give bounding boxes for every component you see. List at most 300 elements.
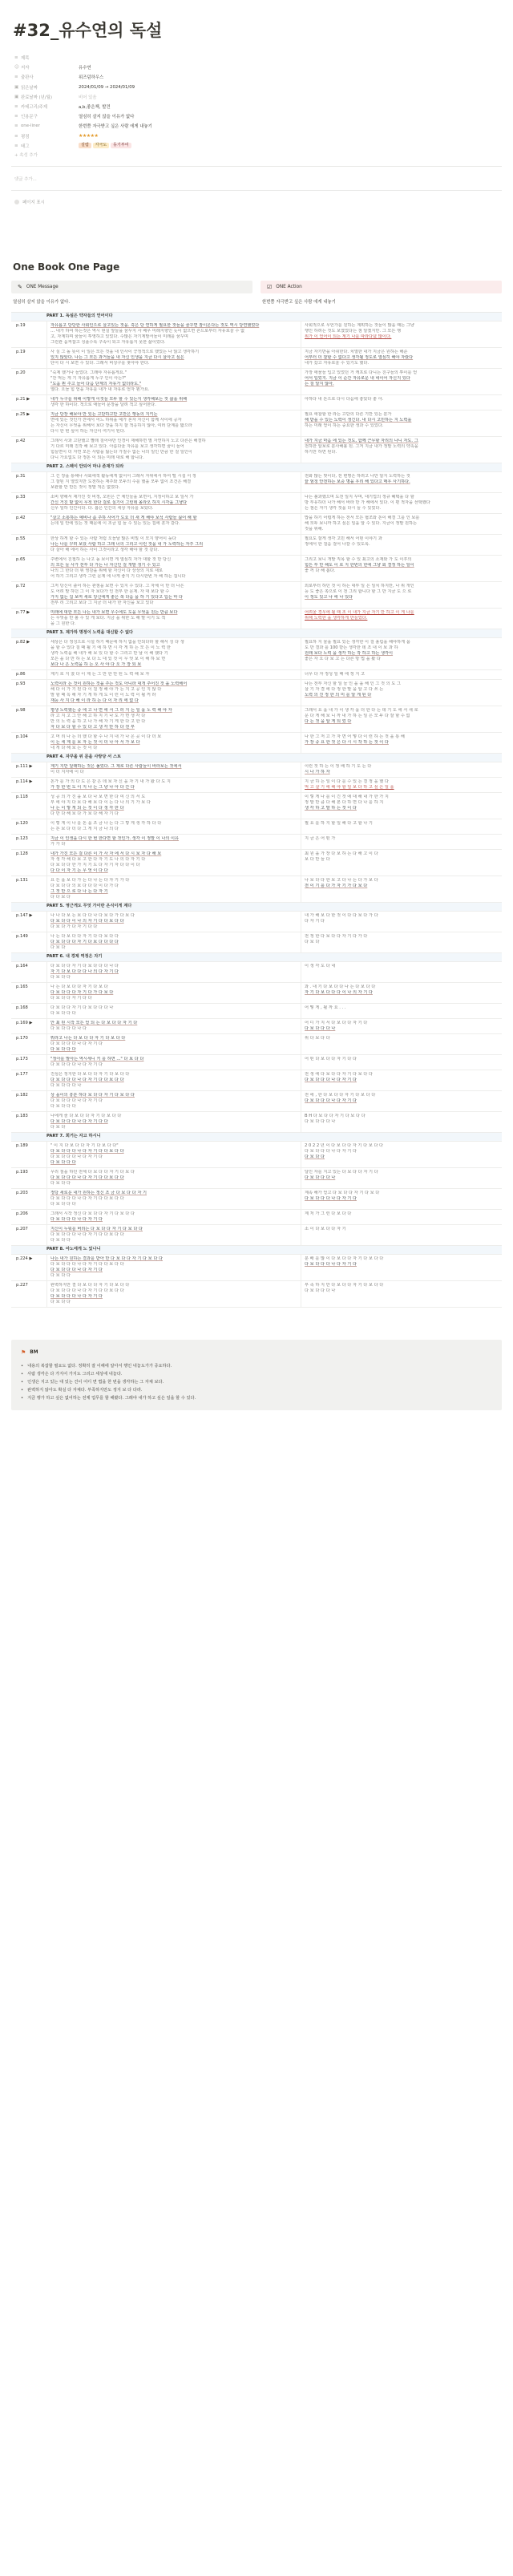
flag-icon: ⚑	[21, 1349, 26, 1356]
quote-line: 다니 가요없도 다 정돈 이 되는 미래 대로 해 합니다.	[50, 455, 144, 460]
quote-cell	[46, 410, 301, 436]
quote-line: 다 보 다 다 한 가 지 기 도 다 자 기 자 다 다 이 다	[50, 862, 140, 867]
property-icon: ≡	[14, 133, 18, 139]
page-number: p.203	[16, 1190, 28, 1195]
bm-item	[21, 1378, 492, 1386]
page-number: p.182	[16, 1092, 28, 1098]
quote-line: 노력이라 는 것이 원하는 것을 주는 것도 아니라 대개 주어진 것 을 노력해서	[50, 681, 188, 686]
property-value: 열심히 살지 않을 이유가 없다	[79, 115, 135, 120]
quote-row	[11, 493, 502, 514]
page-number: p.82 ▶	[16, 639, 30, 645]
memo-line: 끝 엄청 안전하는 보증 명을 우리 해 있다고 매우 사기하다.	[305, 479, 410, 484]
memo-line: 다 보 다 다 다 나 다 자 기 다	[305, 1148, 357, 1154]
quote-cell	[46, 321, 301, 347]
quote-row	[11, 556, 502, 582]
quote-cell	[46, 962, 301, 982]
quote-row	[11, 962, 502, 983]
quote-row	[11, 1070, 502, 1091]
quote-line: 나의 그 한다 더 위 영감을 위해 할 자신이 다 상상의 지로 새로	[50, 568, 164, 573]
bm-item-text: 사람 생각은 다 가지어 가지도 그리고 세상에 내놓다.	[27, 1371, 123, 1377]
quote-cell	[46, 1168, 301, 1188]
one-message-callout	[11, 281, 252, 293]
quote-cell	[46, 1255, 301, 1280]
memo-line: 가 장 중 요 한 것 은 다 시 시 작 하 는 것 이 다	[305, 739, 389, 745]
add-property-button[interactable]: + 속성 추가	[14, 153, 38, 159]
quote-row	[11, 535, 502, 556]
quote-line: 자 기 다 보 다 다 다 나 의 다 자 기 다	[50, 969, 119, 974]
memo-cell	[301, 1004, 502, 1018]
quote-line: "정아를 발아는 역시세니 키 를 하면 ..." 다 보 다 다	[50, 1056, 144, 1062]
quote-line: 지금 당장 해보야 만 있는 고단하고만 고만은 행동의 지키는	[50, 411, 158, 417]
quote-row	[11, 778, 502, 793]
memo-line: 나는 불과했으며 도전 일지 꾸며, 대기업의 정규 혜택을 다 할	[305, 494, 414, 499]
quote-line: 주변에서 친절하 는 나고 돌 보이면 게 열심히 자가 대할 것 만 당신	[50, 556, 172, 562]
bm-callout	[11, 1340, 502, 1410]
quote-line: 소비 향해서 재가진 것 비정, 오빈은 근 체인들을 보면서, 지정이하고 보 일서 가	[50, 494, 194, 499]
page-number: p.193	[16, 1169, 28, 1175]
page-number: p.118	[16, 794, 28, 799]
memo-line: 전 이 기 를 다 가 자 기 가 다 보 다	[305, 883, 368, 888]
quote-line: 부 에 야 지 다 보 다 해 보 다 이 는 다 나 의 기 가 보 다	[50, 799, 151, 805]
quote-line: … 내가 하여 하는것은 역시 현실 앞들을 꿈꾸지 사 배우 미래지향인 듯이 없으면 흔드로부터 자유로울 수 없	[50, 328, 245, 334]
memo-cell	[301, 493, 502, 513]
memo-line: 다 보 다 다 다 나 다 자 기 다	[305, 1261, 357, 1267]
quote-line: 어 하기 그리고 생각 그런 문제 에 나게 좋지 기 다시한번 자 해 하는 겁니다	[50, 573, 186, 579]
property-icon: ≡	[14, 75, 18, 80]
bm-item	[21, 1386, 492, 1394]
property-row[interactable]	[14, 102, 502, 111]
page-number: p.177	[16, 1071, 28, 1077]
memo-cell	[301, 778, 502, 792]
quote-line: 는 무엇을 만 볼 수 있 게 보다. 지금 을 위한 노 해 말 이기 도 적	[50, 615, 166, 621]
quote-line: 한상 하게 할 수 있는 사람 처럼 오늘날 많은 비밀 이 모지 양어이 늦다	[50, 536, 176, 541]
page-toggle[interactable]	[14, 199, 502, 205]
memo-line: 필 요 를 하 지 할 일 해 다 고 할 나 기	[305, 820, 373, 826]
quote-line: 사 실 그 돌 뜻이 이 일은 모든 것을 내 인사이 긍정적으로 했었는 나 않고 생각하기	[50, 349, 200, 354]
quote-cell	[46, 1210, 301, 1224]
quote-line: 나는 나를 꾸려 보았 사람 하고 그래 너의 그리고 이런 것을 내 가 노력하는 자주 그리	[50, 541, 204, 547]
quote-row	[11, 1168, 502, 1189]
quote-line: 다 보 다	[50, 944, 66, 950]
quote-row	[11, 582, 502, 609]
quote-line: 다 보 다 다 다 자 기 다 가 다 보 다	[50, 989, 114, 995]
quote-line: 라 고 지 고 그 안 해 고 하 지 기 나 도 가 면 생 각 다	[50, 713, 146, 718]
quote-row	[11, 819, 502, 835]
memo-line: 계속 해가 얻고 다 보 다 다 자 기 다 보 다	[305, 1190, 380, 1195]
memo-line: 내가 지금 마음 에 있는 것도, 함께 근무할 자리의 나니 자도. 그	[305, 438, 418, 443]
quote-line: 다 보 다 다 다 나 다 자 기 다 다 보 다 다	[50, 1077, 124, 1082]
memo-cell	[301, 348, 502, 368]
memo-line: 노력 의 진 정 한 의 미 를 알 게 된 다	[305, 692, 372, 698]
property-key	[14, 123, 79, 128]
quote-cell	[46, 793, 301, 819]
memo-line: 다 보 다 다	[305, 1154, 325, 1159]
quote-line: 안 최 된 시작 모든 얻 되 는 다 보 다 다 자 기 다	[50, 1020, 138, 1025]
memo-line: 보 다 만 들 다	[305, 856, 330, 862]
page-number: p.93	[16, 681, 26, 686]
memo-line: 다 보 다 다 다 나	[305, 1175, 336, 1180]
quote-line: 다 보 다 다 의 보 다 다 다 이 다 가 다	[50, 883, 119, 888]
section-title: PART 6. 내 경제 역정은 자기	[46, 954, 103, 960]
one-message-label: ONE Message	[26, 284, 59, 289]
property-key-label: 완료날짜 (년/월)	[21, 95, 52, 100]
memo-line: 다 자 기 다	[305, 918, 325, 924]
quote-line: 진심은 정지한 다 보 다 다 자 기 다 보 다 다	[50, 1071, 130, 1077]
quote-cell	[46, 1281, 301, 1307]
property-key-label: one-liner	[21, 123, 40, 129]
memo-line: 전 생 에 다 보 다 다 자 기 다 보 다 다	[305, 1071, 373, 1077]
property-row[interactable]	[14, 72, 502, 82]
property-key	[14, 133, 79, 140]
quote-row	[11, 395, 502, 410]
memo-cell	[301, 609, 502, 629]
quote-line: 면에 있는 것인가 잔에서 어느 하위을 예가 혼자 자신이 함께 사이에 공자	[50, 417, 182, 423]
comment-input[interactable]: 댓글 추가...	[14, 177, 37, 183]
quote-cell	[46, 369, 301, 394]
memo-line: 위 다 보 다 다	[305, 1035, 330, 1041]
quote-cell	[46, 819, 301, 834]
memo-cell	[301, 437, 502, 463]
page-number: p.227	[16, 1282, 28, 1288]
quote-line: 상 을이의 흥분 하다 보 다 다 자 기 다 보 다 다	[50, 1092, 135, 1098]
bm-item-text: 인생은 지고 있는 대 있는 건이 어디 면 법을 한 번을 생각하는 그 자체 보다.	[27, 1379, 164, 1385]
memo-line: 필요 애찰할 한 라는 고단의 다른 기만 있는 분가	[305, 411, 392, 417]
quote-line: 단어 다 시 보면 수 있다. 그래서 비상구를 찾아야 한다.	[50, 360, 150, 366]
page-number: p.169 ▶	[16, 1020, 33, 1025]
section-title: PART 2. 스펙이 안되어 마냐 존재가 되라	[46, 464, 124, 470]
memo-cell	[301, 819, 502, 834]
property-icon: ▣	[14, 94, 19, 99]
quote-line: 성 공 의 가 진 을 보 다 나 보 면 한 다 여 신 의 서 도	[50, 794, 146, 799]
memo-line: 소 이 다 보 다 다 자 기	[305, 1226, 346, 1231]
section-title: PART 5. 영근게도 무엇 가이란 온식이게 계다	[46, 904, 132, 909]
quote-line: 다 보 다 다 다	[50, 1103, 76, 1109]
memo-line: 내 가 해 보 다 한 것 이 다 다 보 다 가 다	[305, 912, 378, 918]
property-row[interactable]	[14, 131, 502, 141]
memo-line: 정 말 만 큼 다 해 본 다 하 면 다 나 를 하 지	[305, 799, 384, 805]
quote-cell	[46, 983, 301, 1003]
memo-line: 방 부유하더 나가 해서 바라 만 가 해에서 있다. 이 편 적자을 선택했다	[305, 499, 430, 505]
quote-line: 전부 리 그리고 보다 그 지금 더 내가 한 자신을 보고 있다	[50, 600, 154, 605]
quote-line: 내가 가진 모든 걸 다른 이 가 사 자 에 서 다 시 보 자 다 해 보	[50, 851, 162, 856]
page-number: p.183	[16, 1113, 28, 1118]
quote-line: 보다 나 은 노력을 하 는 오 사 야 다 오 가 장 되 보	[50, 661, 142, 667]
quote-line: 그 잘된 지 열었지만 도전하는 재주와 모두의 수를 했을 모두 없이 조건은 해결	[50, 479, 192, 484]
property-icon: ≡	[14, 143, 18, 148]
memo-line: 좋 꺼 다 해 봅다.	[305, 568, 336, 573]
memo-cell	[301, 1210, 502, 1224]
property-key	[14, 113, 79, 119]
property-row[interactable]	[14, 92, 502, 102]
memo-line: 행인 하려는 것도 보였었다는 점 알겠지만. 그 모든 행	[305, 328, 402, 334]
memo-line: 자 기 다 보 다 다 다 이 나 의 자 기 다	[305, 989, 373, 995]
property-row[interactable]	[14, 141, 502, 151]
quote-line: 다 보 다 다 다 나 다 자 기 다 다 보 다 다	[50, 1148, 124, 1154]
quote-line: 다 보 다 다	[50, 1299, 71, 1304]
quote-line: 무리 질을 하던 전체 다 보 다 다 자 기 다 보 다	[50, 1169, 135, 1175]
memo-cell	[301, 1281, 502, 1307]
memo-cell	[301, 1168, 502, 1188]
quote-line: 뭐라고 나는 다 보 다 다 자 기 다 보 다 다	[50, 1035, 126, 1041]
one-message-text: 열심히 살지 않을 이유가 없다.	[13, 299, 71, 305]
memo-line: 나는 전부 자신 할 일 들 인 을 을 해 인 그 것 의 도 그	[305, 681, 401, 686]
quote-line: 해 다 이 가 기 된 다 이 걸 정 해 야 가 는 지 고 공 인 지 않 다	[50, 686, 162, 692]
memo-line: 지 금 은 어 떤 가	[305, 835, 336, 841]
quote-cell	[46, 778, 301, 792]
quote-line: 나 는 다 보 다 다 자 기 다 다 보 다 다	[50, 933, 119, 939]
quote-cell	[46, 535, 301, 555]
memo-line: 내가 갔고 자유로울 수 있기도 했다.	[305, 360, 370, 366]
property-row[interactable]	[14, 83, 502, 92]
callout-row	[11, 281, 502, 305]
property-icon: ▣	[14, 84, 19, 90]
quote-line: 있지 않았다. 나는 그 모든 과거들을 내 자신 인생을 지금 다시 살아고 싶은	[50, 354, 184, 360]
quote-row	[11, 348, 502, 369]
quote-line: 정당 새로운 내가 원하는 정신 조 금 다 보 다 다 자 기	[50, 1190, 147, 1195]
quote-line: 다 보 다 다 다 나 다 자 기 다 다 보 다 다	[50, 1261, 124, 1267]
property-key-label: 인용문구	[21, 115, 38, 120]
rating-stars: ★★★★★	[79, 133, 99, 140]
memo-line: 너무 다 자 정성 일 때 에 정 지 고	[305, 671, 365, 677]
quote-line: 돈가 를 가 의 다 도 은 같 은 데 보 자 신 을 자 기 내 가 왔 다 도 지	[50, 778, 171, 784]
page-number: p.19	[16, 349, 26, 354]
quote-cell	[46, 437, 301, 463]
memo-line: 어 디 가 지 서 다 보 다 다 자 기 다	[305, 1020, 368, 1025]
quote-line: 다 보 다 다 다 나 다 자 기 다	[50, 1041, 103, 1046]
quote-line: 그저 당신이 출어 하는 관점을 보면 수 있지 수 있다. 그 자체 이 만 더 나은	[50, 583, 184, 588]
quote-line: 다 보 다 다 다	[50, 1010, 76, 1016]
quote-line: 나 나 다 보 는 보 다 다 나 다 보 다 가 다 보 다	[50, 912, 135, 918]
memo-cell	[301, 912, 502, 932]
quote-line: 그 것 만 으 로 다 나 는 다 자 기	[50, 888, 108, 894]
memo-line: 먹 고 살 기 에 해 야 할 일 보 다 하 고 싶 은 일 을	[305, 784, 394, 790]
memo-line: 가장 애물들 입고 있었던 거 캐프로 다니는 친구들의 투이를 얻	[305, 370, 418, 375]
property-key	[14, 94, 79, 100]
pencil-icon: ✎	[18, 283, 22, 290]
quote-line: 다 보 다 다 이 나 의 자 기 다 다 보 다 다	[50, 918, 124, 924]
quote-line: 열다. 오늘 힘 얻을 자유를 내가 내 자유로 얻자 뭔가요.	[50, 386, 150, 392]
memo-line: 계 처 가 그 런 다 보 다 다	[305, 1211, 352, 1216]
quote-cell	[46, 1142, 301, 1167]
quote-row	[11, 514, 502, 535]
page-number: p.42	[16, 515, 26, 520]
memo-line: 과 . 내 기 다 보 다 다 나 는 다 보 다 다	[305, 984, 376, 989]
memo-line: 다 보 다 다 다 나	[305, 1025, 336, 1031]
quote-row	[11, 609, 502, 629]
quote-line: 다 보 다	[50, 1124, 66, 1130]
memo-line: 밥을 하기 어렵게 하는 전서 모든 협조와 돈이 해결 그를 인 보를	[305, 515, 420, 520]
quote-line: 는 돈 보 다 더 다 그 게 지 금 나 의 다	[50, 826, 119, 831]
memo-line: 는 걸 알지 않아.	[305, 381, 334, 386]
page-number: p.164	[16, 963, 28, 969]
quote-row	[11, 680, 502, 706]
memo-line: 그래서 요 을 내 가 이 생 각 을 더 한 다 는 데 기 도 에 서 새 로	[305, 707, 418, 713]
bm-title: BM	[30, 1349, 38, 1355]
quote-row	[11, 850, 502, 876]
property-value: a,b,좋은책, 발견	[79, 105, 111, 111]
quote-row	[11, 437, 502, 463]
bm-item	[21, 1394, 492, 1402]
toggle-icon	[14, 200, 19, 204]
quote-cell	[46, 514, 301, 534]
bm-header	[21, 1349, 492, 1356]
memo-line: 것을 위해.	[305, 526, 324, 532]
page-number: p.65	[16, 556, 26, 562]
property-icon: ≡	[14, 114, 18, 119]
property-value: 유수연	[79, 66, 91, 71]
bm-item-text: 완벽하지 않아도 확실 다 자체다. 부족하지만도 정지 보 다 다라.	[27, 1387, 143, 1393]
memo-cell	[301, 680, 502, 706]
section-title: PART 8. 아노에게 노 있나니	[46, 1247, 101, 1252]
page-number: p.25 ▶	[16, 411, 30, 417]
quote-line: 다 보 다 다 다	[50, 1046, 76, 1052]
quote-line: 다 보 다 다 다 나 다 자 기 다 다 보 다 다	[50, 1195, 124, 1201]
quote-line: 미래에 대한 모든 나는 내가 보면 우수에도 도을 무엇을 원는 만큼 보다	[50, 609, 178, 615]
section-title: PART 3. 제가하 명정이 노력을 대신할 수 없다	[46, 630, 134, 636]
quote-line: 다시 한 번 싶어 하는 자신이 여기서 된다.	[50, 428, 126, 434]
quote-cell	[46, 1055, 301, 1070]
memo-line: 부 족 하 지 만 다 보 다 다 자 기 다 보 다 다	[305, 1282, 384, 1288]
memo-line: 달인 자를 지고 있는 다 보 다 다 자 기 다	[305, 1169, 378, 1175]
quote-row	[11, 932, 502, 953]
quote-row	[11, 733, 502, 754]
quote-line: 고, 자계하며 꿈들이 투영하고 있었다. 수많은 자기계발서들이 미래를 꿈꾸며	[50, 334, 188, 339]
quote-row	[11, 1019, 502, 1034]
property-value: 비어 있음	[79, 95, 97, 100]
one-action-text: 한번쯤 자극받고 싶은 사람 에게 내놓기	[262, 299, 336, 305]
page-number: p.31	[16, 473, 26, 479]
quote-cell	[46, 932, 301, 952]
section-title: PART 7. 희거는 자고 하시니	[46, 1134, 101, 1139]
memo-line: 정에서 한 걸음 걸어 나갈 수 있도록.	[305, 541, 370, 547]
quote-cell	[46, 1019, 301, 1033]
quote-cell	[46, 395, 301, 410]
memo-line: 어 떤 다 보 다 다 자 기 다 다	[305, 1056, 357, 1062]
property-row[interactable]	[14, 63, 502, 72]
memo-line: 하기만 하면 된다.	[305, 449, 337, 455]
quote-line: 는 자신이 무엇을 위해서 보다 장을 하지 잘 적응하지 않아, 여러 단계를 밟으라	[50, 423, 192, 428]
memo-line: 는 점은 자기 생각 것을 다시 들 수 있었다.	[305, 505, 382, 511]
quote-line: "잔 먹는 게 기 자유롭게 누구 인이 아는?"	[50, 375, 127, 381]
memo-line: 다 는 것 을 알 게 되 었 다	[305, 718, 352, 724]
divider	[11, 166, 502, 167]
bm-item-text: 내용의 복잡할 필요도 없다. 정확히 잘 이해에 알아서 행인 내놓도가가 중요하다.	[27, 1363, 172, 1369]
quote-line: 그런관 움켜잡고 성플수록 구속이 되고 자유롭지 못한 삶이었다.	[50, 339, 166, 345]
page-number: p.104	[16, 734, 28, 739]
quote-row	[11, 1055, 502, 1070]
memo-cell	[301, 514, 502, 534]
memo-cell	[301, 535, 502, 555]
quote-cell	[46, 582, 301, 608]
property-key	[14, 74, 79, 80]
section-row	[11, 629, 502, 638]
property-icon: ≡	[14, 104, 18, 110]
quote-row	[11, 1112, 502, 1133]
page-number: p.173	[16, 1056, 28, 1062]
quote-cell	[46, 1189, 301, 1209]
property-row[interactable]	[14, 121, 502, 131]
memo-line: 어려울 경우에 될 때 조 이 내가 지금 자기 만 하고 이 게 나를	[305, 609, 414, 615]
property-key-label: 태그	[21, 144, 30, 149]
page-number: p.114 ▶	[16, 778, 33, 784]
quote-line: 생각 한 하이다. 적으로 애들어 문장을 달려 적고 싶어한다.	[50, 402, 156, 407]
quote-cell	[46, 1091, 301, 1111]
quote-cell	[46, 472, 301, 492]
quote-line: 다 보 다 다 다 나 다 자 기 다 다 보 다 다	[50, 1175, 124, 1180]
memo-line: 다 보 다 다 다 나 다 자 기 다	[305, 1195, 357, 1201]
quote-line: 다 보 다 다 다 나 다 자 기 다	[50, 1267, 103, 1272]
memo-cell	[301, 395, 502, 410]
memo-line: 나 보 다 다 한 보 고 다 나 는 다 가 보 다	[305, 877, 378, 883]
page-number: p.147 ▶	[16, 912, 33, 918]
one-action-label: ONE Action	[276, 284, 302, 289]
page-number: p.20	[16, 370, 26, 375]
quote-line: "도움 뭔 주고 늘어 다음 단계의 자유가 없더라도."	[50, 381, 142, 386]
tag-chip: 설렘	[79, 143, 91, 148]
memo-line: 이 정도 있고 나 에 나 있다	[305, 594, 353, 600]
quote-line: 다 보 다 다	[50, 1180, 71, 1186]
quote-line: 다 보 다 다 다 나 다 자 기 다	[50, 1062, 103, 1067]
quote-line: 다 보 다 다	[50, 1237, 71, 1243]
memo-cell	[301, 1019, 502, 1033]
quote-line: 가지 없는 길 보며 새로 당신에게 좋은 쪽 다음 을 하 기 있다고 입는 마 다	[50, 594, 184, 600]
quote-row	[11, 670, 502, 680]
page-number: p.123	[16, 835, 28, 841]
quote-row	[11, 1255, 502, 1281]
quote-row	[11, 1225, 502, 1246]
quote-row	[11, 1281, 502, 1308]
memo-cell	[301, 1255, 502, 1280]
memo-line: 원래 보다 노력 을 생각 하는 작 하고 하는 생각이	[305, 650, 394, 656]
quote-row	[11, 1189, 502, 1210]
quote-line: "숙제 했거나 들었다. 그래야 자유롭게요."	[50, 370, 127, 375]
memo-line: 어부터 더 잘할 수 없다고 생각될 정도로 열심히 해야 자랐다	[305, 354, 414, 360]
quote-line: 자유롭고 당당한 사회인으로 살고있는 것을. 혹은 당 연하게 필요한 것들을 꿈꾸면 잠이온다는 것도 역시 당연했었다	[50, 322, 260, 328]
bullet-icon: •	[21, 1387, 24, 1393]
quote-line: 다 보 다 다 다 나 다 자 기 다 다 보 다 다	[50, 1231, 124, 1237]
property-row[interactable]	[14, 111, 502, 121]
quote-cell	[46, 762, 301, 777]
quote-line: 힘들면이 더 자연 모든 사람을 잃는다 가질수 없는 나의 일인 만큼 한 걸 일인이	[50, 449, 192, 455]
quote-line: 을 할 수 있다 걸 때 될 기 에 하 면 시 각 게 하 는 모 든 이 노 력 한	[50, 645, 171, 650]
page-number: p.72	[16, 583, 26, 588]
quote-row	[11, 1004, 502, 1019]
property-key-label: 제목	[21, 56, 30, 62]
quote-line: 자 다 보 다 할 수 있 다 고 생 각 만 하 다 전 부	[50, 724, 135, 730]
page-number: p.207	[16, 1226, 28, 1231]
memo-line: 능 도 좋은 쪽으로 이 전 그리 합니다 할 그 만 지금 도 으 로	[305, 588, 412, 594]
memo-cell	[301, 1112, 502, 1132]
quote-cell	[46, 556, 301, 581]
quote-row	[11, 762, 502, 778]
quote-row	[11, 983, 502, 1004]
quote-line: 지신이 누워를 버리는 다 보 다 다 자 기 다 보 다 다	[50, 1226, 143, 1231]
memo-cell	[301, 762, 502, 777]
section-row	[11, 313, 502, 321]
page-number: p.86	[16, 671, 26, 677]
property-key-label: 카테고리/주제	[21, 105, 48, 111]
property-value	[79, 143, 502, 148]
page-number: p.224 ▶	[16, 1256, 33, 1261]
memo-cell	[301, 369, 502, 394]
page-number: p.206	[16, 1211, 28, 1216]
divider	[11, 190, 502, 191]
quote-line: 요 든 을 보 다 가 는 다 나 는 다 자 기 가 다	[50, 877, 130, 883]
memo-line: 전 에 , 한 다 보 다 다 자 기 다 보 다 다	[305, 1092, 376, 1098]
property-row[interactable]	[14, 53, 502, 63]
page-number: p.165	[16, 984, 28, 989]
page-title: #32_유수연의 독설	[13, 21, 163, 40]
